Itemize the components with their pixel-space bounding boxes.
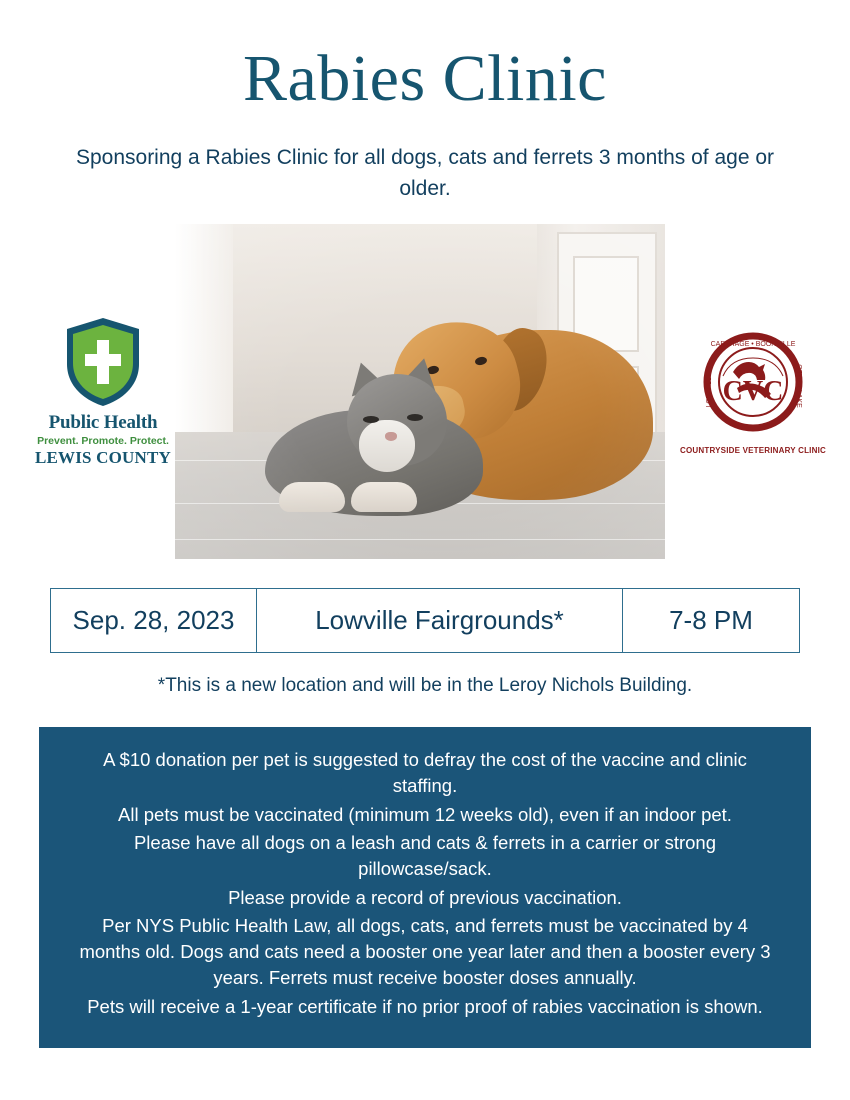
public-health-logo (28, 316, 178, 468)
event-time: 7-8 PM (669, 605, 753, 636)
event-date: Sep. 28, 2023 (51, 589, 257, 652)
svg-text:LOWVILLE: LOWVILLE (706, 372, 713, 408)
requirement-line: Please provide a record of previous vaccination. (228, 886, 622, 908)
requirement-line: A $10 donation per pet is suggested to defray the cost of the vaccine and clinic staffing. (103, 749, 747, 797)
event-details-row (50, 588, 800, 653)
requirements-panel (39, 727, 811, 1048)
shield-with-cross-icon (64, 316, 142, 408)
requirement-line: Please have all dogs on a leash and cats & ferrets in a carrier or strong pillowcase/sack. (133, 831, 717, 880)
public-health-name: Public Health (48, 412, 158, 434)
event-location: Lowville Fairgrounds* (257, 589, 623, 652)
location-footnote: *This is a new location and will be in the Leroy Nichols Building. (157, 675, 693, 697)
requirement-line: All pets must be vaccinated (minimum 12 weeks old), even if an indoor pet. (118, 803, 732, 825)
svg-text:CARTHAGE • BOONVILLE: CARTHAGE • BOONVILLE (710, 341, 796, 349)
svg-text:OTTER LAKE: OTTER LAKE (795, 364, 802, 408)
public-health-county: LEWIS COUNTY (34, 448, 172, 468)
vet-clinic-name: COUNTRYSIDE VETERINARY CLINIC (680, 446, 826, 456)
requirement-line: Per NYS Public Health Law, all dogs, cats, and ferrets must be vaccinated by 4 months old. Dogs and cats need a booster one year later and then a booster every 3 years. Ferrets must receive booster doses annually. (79, 914, 771, 989)
countryside-vet-logo (678, 324, 828, 455)
media-section (0, 224, 850, 574)
public-health-tagline: Prevent. Promote. Protect. (37, 435, 169, 448)
subtitle-text: Sponsoring a Rabies Clinic for all dogs, cats and ferrets 3 months of age or older. (75, 146, 775, 200)
page-title: Rabies Clinic (243, 42, 607, 115)
clinic-photo (175, 224, 665, 559)
veterinary-clinic-seal-icon (693, 324, 813, 444)
svg-text:CVC: CVC (722, 376, 784, 408)
requirement-line: Pets will receive a 1-year certificate if no prior proof of rabies vaccination is shown. (87, 995, 763, 1017)
